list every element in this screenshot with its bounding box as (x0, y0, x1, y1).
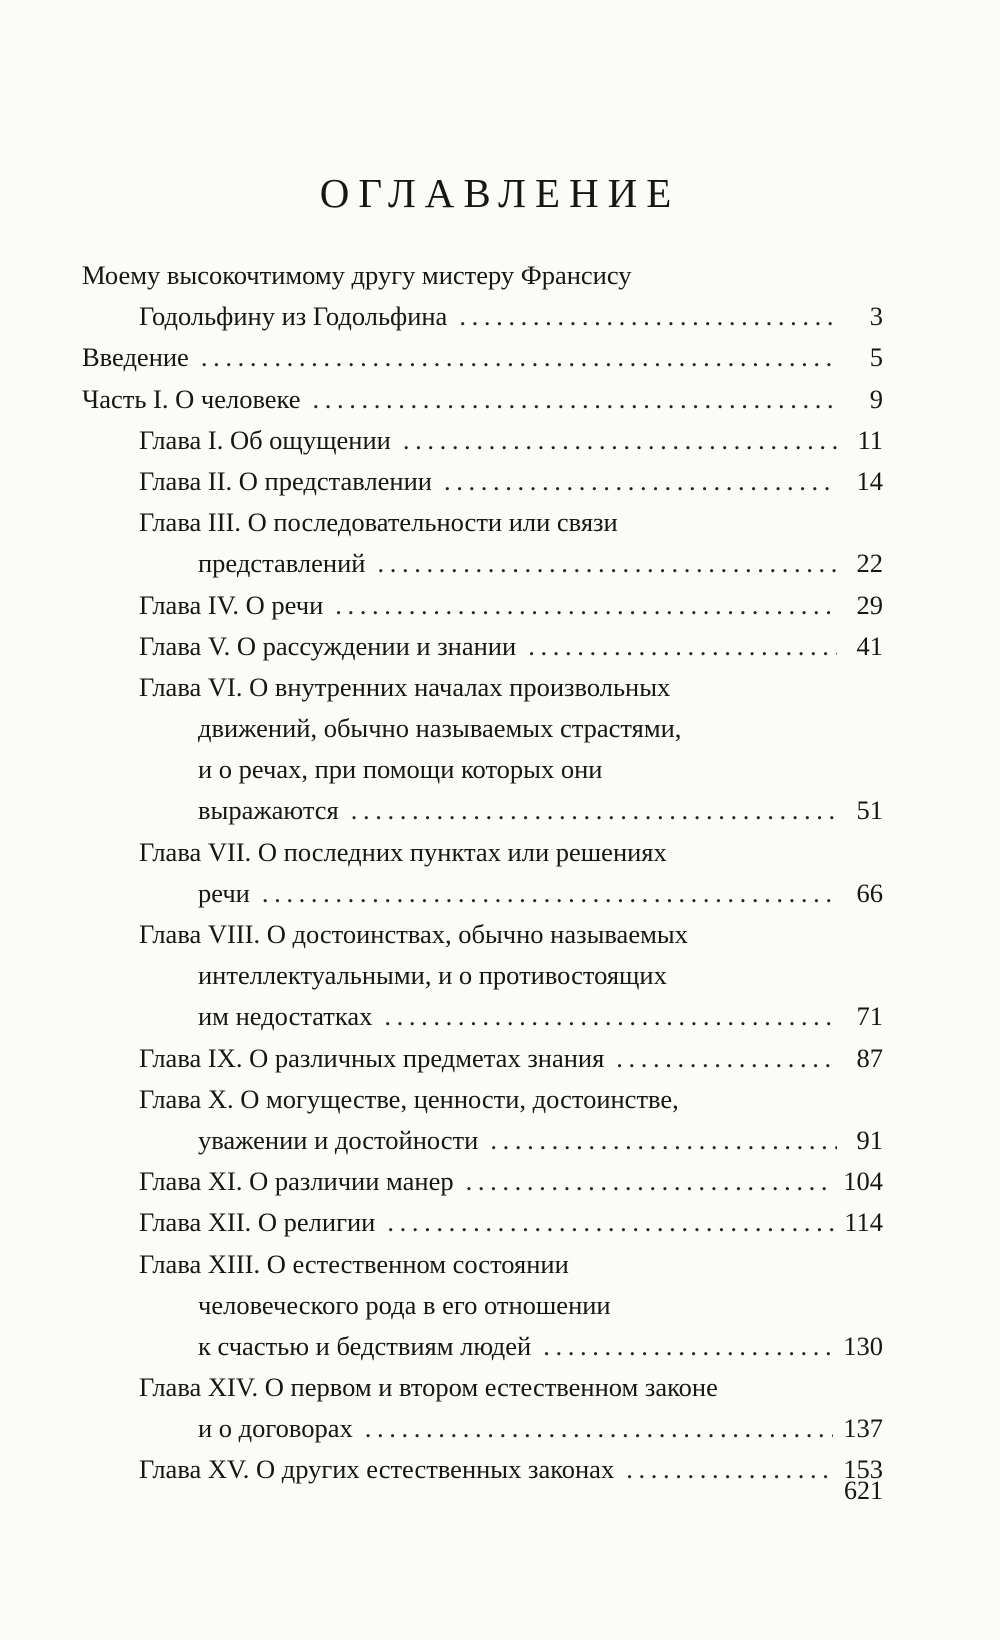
toc-entry-page: 41 (856, 630, 883, 661)
dot-leader (335, 585, 837, 626)
toc-entry (82, 296, 883, 337)
toc-entry-row (198, 543, 883, 584)
toc-entry (82, 379, 883, 420)
dot-leader (387, 1202, 834, 1243)
toc-entry-page: 11 (857, 424, 883, 455)
toc-entry-title: Глава X. О могуществе, ценности, достоинстве, (139, 1083, 679, 1114)
toc-entry-title: человеческого рода в его отношении (198, 1289, 611, 1320)
toc-entry-title: Годольфину из Годольфина (139, 301, 448, 332)
toc-entry (82, 790, 883, 831)
dot-leader (528, 626, 837, 667)
toc-entry (82, 1408, 883, 1449)
dot-leader (351, 790, 837, 831)
toc-entry-row (139, 1449, 883, 1490)
toc-entry-title: Глава XIII. О естественном состоянии (139, 1248, 569, 1279)
toc-entry (82, 955, 883, 996)
dot-leader (459, 296, 837, 337)
toc-entry (82, 337, 883, 378)
dot-leader (616, 1038, 837, 1079)
page-number: 621 (844, 1476, 883, 1505)
toc-entry (82, 1326, 883, 1367)
dot-leader (377, 543, 837, 584)
toc-entry (82, 461, 883, 502)
toc-entry-title: Глава V. О рассуждении и знании (139, 630, 517, 661)
table-of-contents (82, 255, 883, 1491)
dot-leader (444, 461, 837, 502)
toc-entry-row (198, 873, 883, 914)
dot-leader (466, 1161, 834, 1202)
toc-entry-page: 153 (843, 1454, 883, 1485)
toc-entry-title: Глава VII. О последних пунктах или решениях (139, 836, 667, 867)
toc-entry-title: Глава IV. О речи (139, 589, 324, 620)
toc-entry-title: и о речах, при помощи которых они (198, 754, 603, 785)
toc-entry-title: Глава XV. О других естественных законах (139, 1454, 615, 1485)
toc-entry-page: 137 (843, 1413, 883, 1444)
dot-leader (490, 1120, 837, 1161)
toc-entry (82, 1285, 883, 1326)
toc-entry-row (198, 790, 883, 831)
toc-entry-title: Введение (82, 342, 189, 373)
toc-entry (82, 626, 883, 667)
toc-entry-page: 5 (869, 342, 883, 373)
toc-entry (82, 873, 883, 914)
toc-entry-page: 71 (856, 1001, 883, 1032)
toc-entry-row (139, 296, 883, 337)
toc-entry-title: им недостатках (198, 1001, 373, 1032)
toc-entry (82, 1202, 883, 1243)
toc-entry-row (82, 379, 883, 420)
toc-entry-title: представлений (198, 548, 366, 579)
toc-entry-title: Глава I. Об ощущении (139, 424, 391, 455)
toc-entry-row (198, 1408, 883, 1449)
toc-entry (82, 502, 883, 543)
toc-entry (82, 914, 883, 955)
dot-leader (403, 420, 837, 461)
toc-entry-page: 130 (843, 1330, 883, 1361)
toc-entry-row (139, 1038, 883, 1079)
toc-entry-page: 87 (856, 1042, 883, 1073)
dot-leader (262, 873, 837, 914)
toc-entry-page: 22 (856, 548, 883, 579)
toc-entry-title: Глава XII. О религии (139, 1207, 376, 1238)
dot-leader (365, 1408, 834, 1449)
toc-entry-title: Глава IX. О различных предметах знания (139, 1042, 605, 1073)
toc-entry-row (139, 585, 883, 626)
toc-entry-row (139, 1202, 883, 1243)
page-title: ОГЛАВЛЕНИЕ (319, 170, 681, 216)
toc-entry-row (198, 996, 883, 1037)
dot-leader (384, 996, 837, 1037)
toc-entry (82, 1449, 883, 1490)
toc-entry-page: 104 (843, 1166, 883, 1197)
toc-entry-title: к счастью и бедствиям людей (198, 1330, 532, 1361)
toc-entry (82, 667, 883, 708)
toc-entry (82, 749, 883, 790)
toc-entry (82, 585, 883, 626)
toc-entry-row (198, 1326, 883, 1367)
toc-entry-title: Глава VI. О внутренних началах произвольных (139, 671, 671, 702)
toc-entry (82, 255, 883, 296)
toc-entry-title: и о договорах (198, 1413, 353, 1444)
toc-entry-title: Моему высокочтимому другу мистеру Франсису (82, 260, 632, 290)
toc-entry-title: движений, обычно называемых страстями, (198, 713, 682, 744)
toc-entry-page: 91 (856, 1124, 883, 1155)
toc-entry-row (82, 337, 883, 378)
toc-entry (82, 832, 883, 873)
toc-entry-title: Глава II. О представлении (139, 465, 432, 496)
toc-entry (82, 1161, 883, 1202)
toc-entry-title: уважении и достойности (198, 1124, 479, 1155)
toc-entry-title: Глава XIV. О первом и втором естественном законе (139, 1372, 718, 1403)
toc-entry-title: Глава VIII. О достоинствах, обычно называемых (139, 919, 688, 949)
toc-entry (82, 543, 883, 584)
toc-entry (82, 1244, 883, 1285)
toc-entry-row (198, 1120, 883, 1161)
toc-entry-row (139, 626, 883, 667)
toc-entry (82, 1079, 883, 1120)
toc-entry-title: речи (198, 877, 250, 908)
toc-entry-page: 51 (856, 795, 883, 826)
toc-entry (82, 1367, 883, 1408)
toc-entry-row (139, 461, 883, 502)
toc-entry-title: Глава III. О последовательности или связи (139, 507, 618, 538)
toc-entry-title: выражаются (198, 795, 339, 826)
toc-entry (82, 1120, 883, 1161)
toc-entry-title: интеллектуальными, и о противостоящих (198, 960, 667, 991)
toc-entry-page: 9 (869, 383, 883, 414)
dot-leader (313, 379, 837, 420)
toc-entry-page: 14 (856, 465, 883, 496)
toc-entry-page: 3 (869, 301, 883, 332)
toc-entry-title: Глава XI. О различии манер (139, 1166, 454, 1197)
toc-entry (82, 996, 883, 1037)
dot-leader (201, 337, 837, 378)
toc-entry (82, 1038, 883, 1079)
toc-entry-page: 66 (856, 877, 883, 908)
toc-entry-page: 29 (856, 589, 883, 620)
toc-entry-row (139, 1161, 883, 1202)
toc-entry-title: Часть I. О человеке (82, 383, 301, 414)
toc-entry (82, 708, 883, 749)
dot-leader (543, 1326, 833, 1367)
toc-entry-row (139, 420, 883, 461)
toc-entry-page: 114 (844, 1207, 883, 1238)
toc-entry (82, 420, 883, 461)
